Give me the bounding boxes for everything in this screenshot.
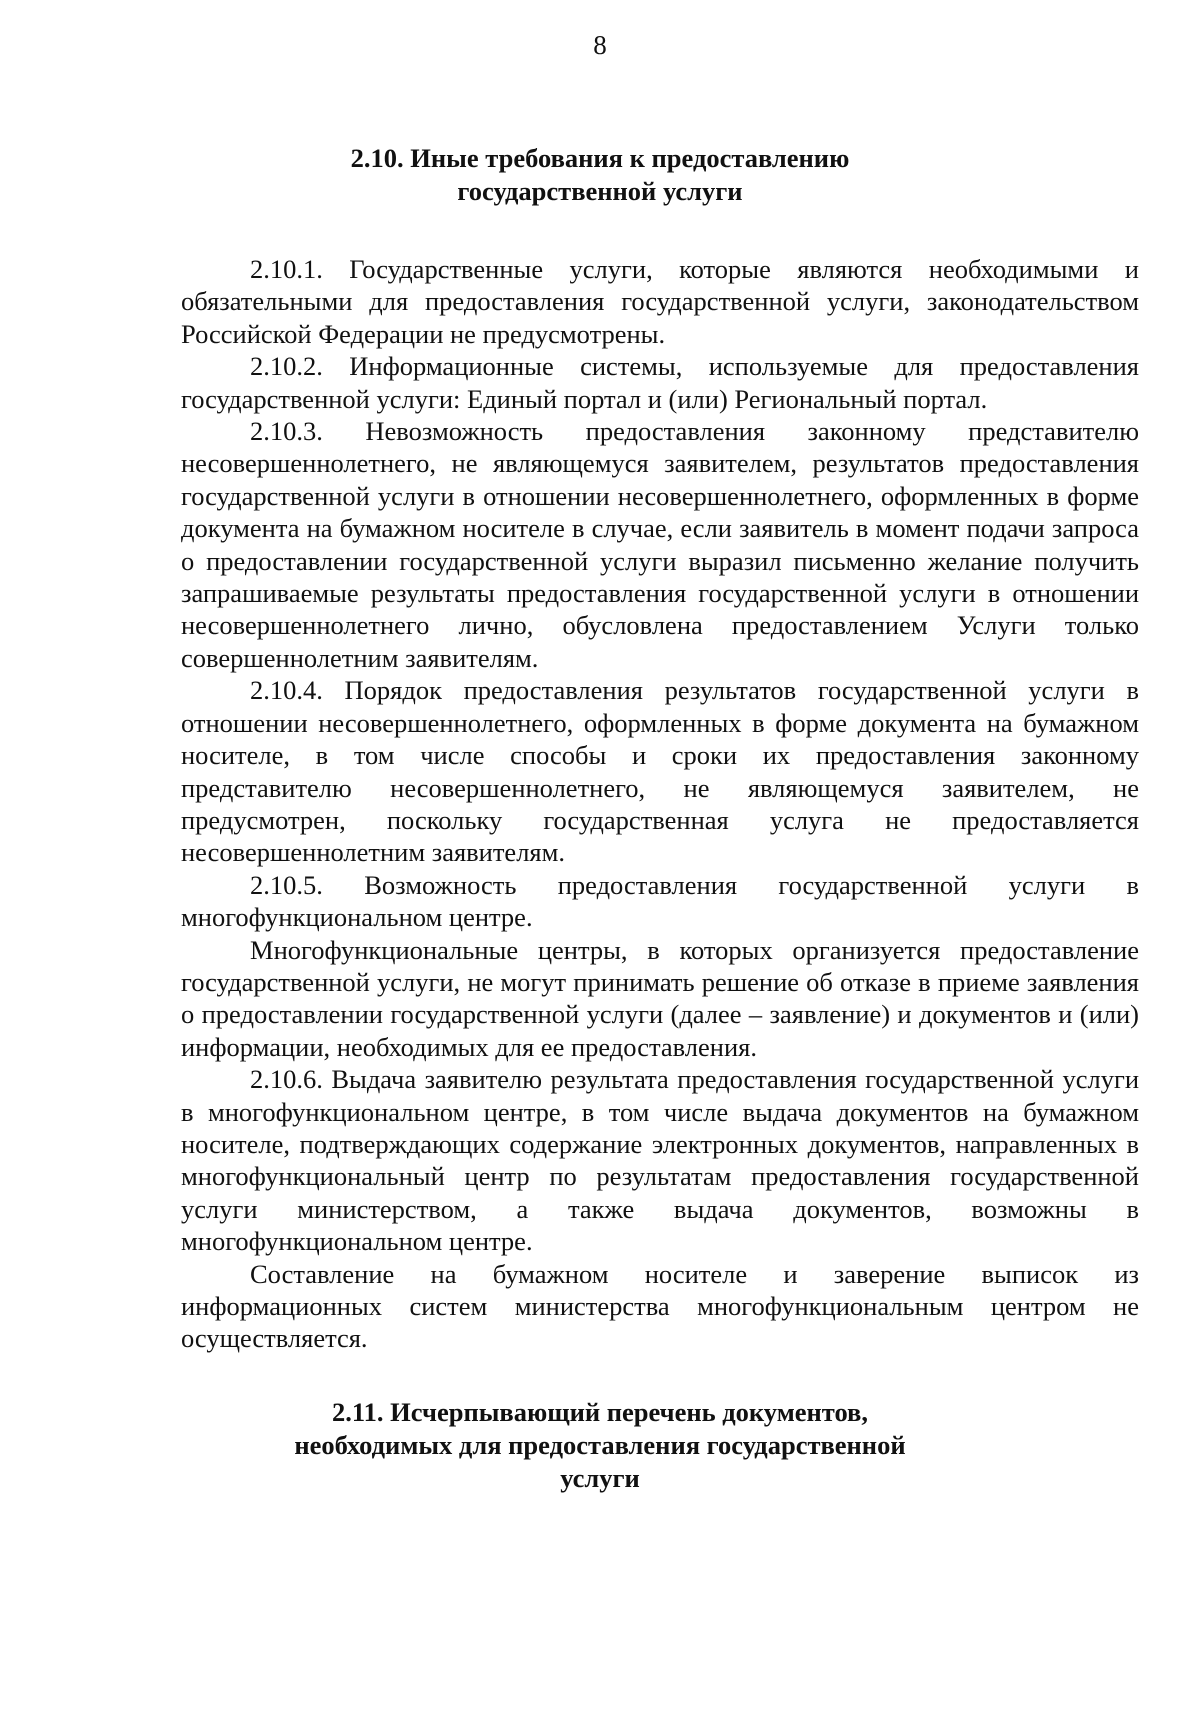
section-2-10-heading-line-2: государственной услуги	[457, 176, 743, 206]
section-2-10-heading-line-1: 2.10. Иные требования к предоставлению	[350, 143, 850, 173]
section-2-10-heading	[0, 142, 1200, 208]
section-2-11-heading	[0, 1396, 1200, 1495]
page-number: 8	[593, 30, 607, 60]
paragraph-extracts: Составление на бумажном носителе и заверение выписок из информационных систем министерства многофункциональным центром не осуществляется.	[181, 1258, 1139, 1354]
section-2-11-heading-line-3: услуги	[560, 1463, 640, 1493]
paragraph-2-10-3: 2.10.3. Невозможность предоставления законному представителю несовершеннолетнего, не являющемуся заявителем, результатов предоставления государственной услуги в отношении несовершеннолетнего, оформленных в форме документа на бумажном носителе в случае, если заявитель в момент подачи запроса о предоставлении государственной услуги выразил письменно желание получить запрашиваемые результаты предоставления государственной услуги в отношении несовершеннолетнего лично, обусловлена предоставлением Услуги только совершеннолетним заявителям.	[181, 416, 1139, 673]
section-2-11-heading-line-1: 2.11. Исчерпывающий перечень документов,	[332, 1397, 868, 1427]
paragraph-2-10-4: 2.10.4. Порядок предоставления результатов государственной услуги в отношении несовершеннолетнего, оформленных в форме документа на бумажном носителе, в том числе способы и сроки их предоставления законному представителю несовершеннолетнего, не являющемуся заявителем, не предусмотрен, поскольку государственная услуга не предоставляется несовершеннолетним заявителям.	[181, 675, 1139, 868]
paragraph-2-10-5: 2.10.5. Возможность предоставления государственной услуги в многофункциональном центре.	[181, 869, 1139, 933]
paragraph-2-10-1: 2.10.1. Государственные услуги, которые являются необходимыми и обязательными для предоставления государственной услуги, законодательством Российской Федерации не предусмотрены.	[181, 254, 1139, 349]
paragraph-2-10-2: 2.10.2. Информационные системы, используемые для предоставления государственной услуги: Единый портал и (или) Региональный портал.	[181, 351, 1139, 414]
section-2-11-heading-line-2: необходимых для предоставления государственной	[294, 1430, 906, 1460]
section-2-10-body	[181, 253, 1139, 1355]
paragraph-mfc-centers: Многофункциональные центры, в которых организуется предоставление государственной услуги, не могут принимать решение об отказе в приеме заявления о предоставлении государственной услуги (далее – заявление) и документов и (или) информации, необходимых для ее предоставления.	[181, 934, 1139, 1062]
paragraph-2-10-6: 2.10.6. Выдача заявителю результата предоставления государственной услуги в многофункциональном центре, в том числе выдача документов на бумажном носителе, подтверждающих содержание электронных документов, направленных в многофункциональный центр по результатам предоставления государственной услуги министерством, а также выдача документов, возможны в многофункциональном центре.	[181, 1064, 1139, 1257]
